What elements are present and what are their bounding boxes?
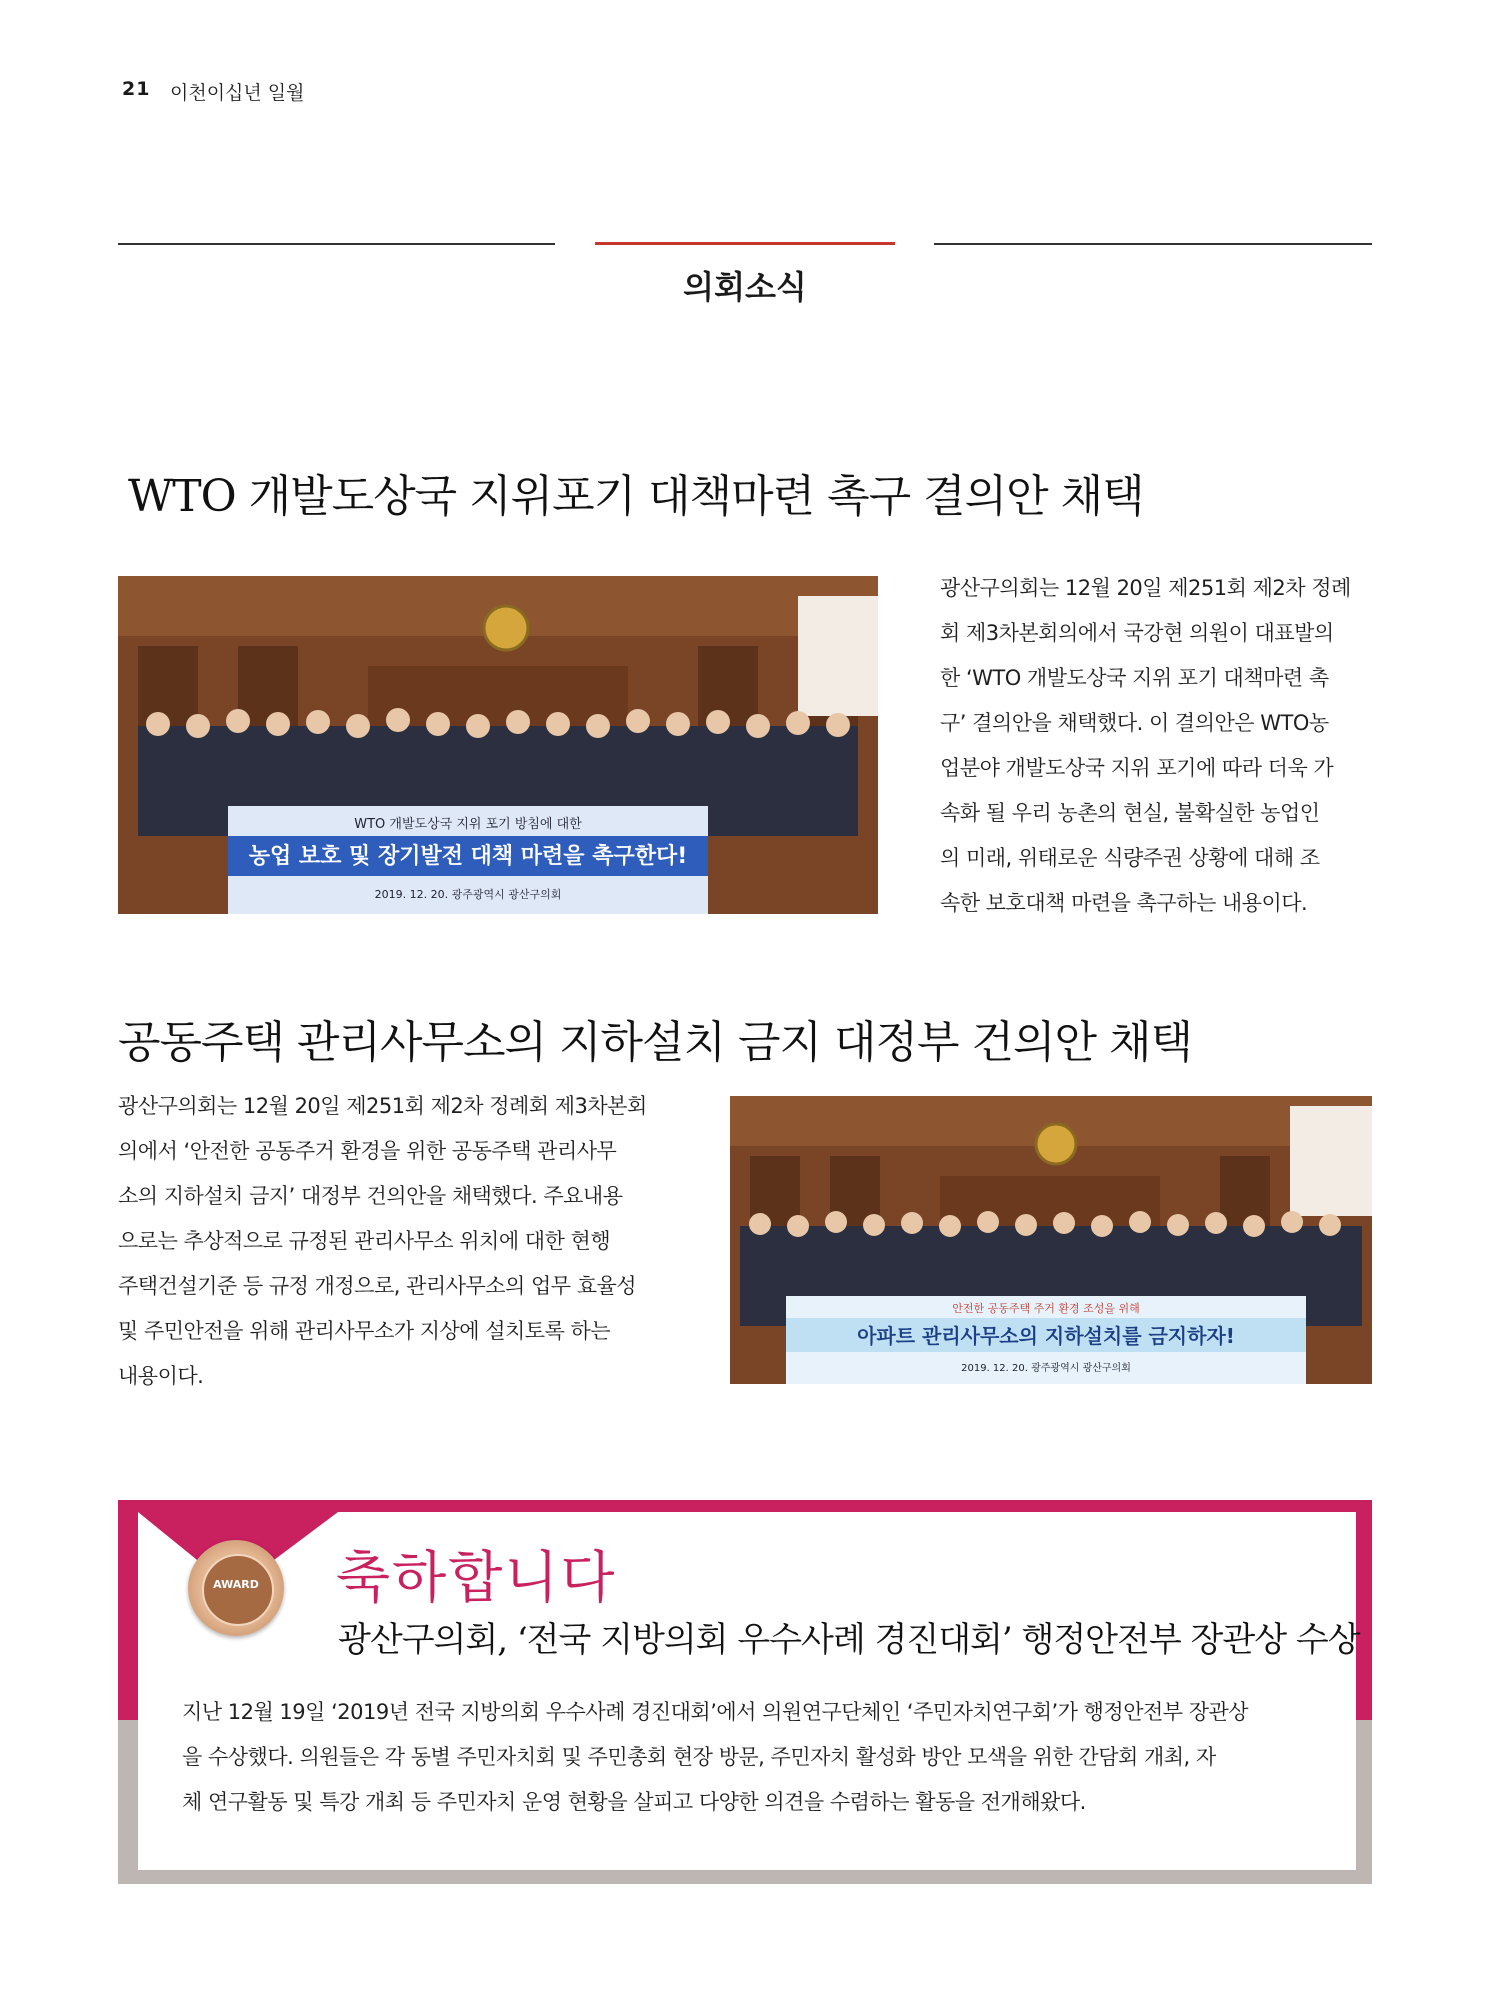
award-body <box>182 1690 1332 1825</box>
article1-body <box>940 566 1380 926</box>
article2-body-line: 소의 지하설치 금지’ 대정부 건의안을 채택했다. 주요내용 <box>118 1184 623 1208</box>
article2-banner-date: 2019. 12. 20. 광주광역시 광산구의회 <box>961 1363 1131 1374</box>
award-badge-label: AWARD <box>213 1578 259 1591</box>
award-medal-icon <box>188 1540 284 1636</box>
issue-month: 이천이십년 일월 <box>170 82 305 104</box>
article1-body-line: 광산구의회는 12월 20일 제251회 제2차 정례 <box>940 576 1351 600</box>
award-tail <box>210 1852 260 1872</box>
article2-title: 공동주택 관리사무소의 지하설치 금지 대정부 건의안 채택 <box>118 1017 1193 1068</box>
article1-photo <box>118 576 878 914</box>
header-rule-left <box>118 243 555 245</box>
article1-body-line: 업분야 개발도상국 지위 포기에 따라 더욱 가 <box>940 756 1334 780</box>
header-rule-right <box>934 243 1372 245</box>
article2-body-line: 및 주민안전을 위해 관리사무소가 지상에 설치토록 하는 <box>118 1319 611 1343</box>
award-heading: 축하합니다 <box>336 1546 617 1611</box>
section-title: 의회소식 <box>683 268 807 306</box>
article2-body-line: 의에서 ‘안전한 공동주거 환경을 위한 공동주택 관리사무 <box>118 1139 617 1163</box>
article1-body-line: 회 제3차본회의에서 국강현 의원이 대표발의 <box>940 621 1334 645</box>
article1-banner-main: 농업 보호 및 장기발전 대책 마련을 촉구한다! <box>248 844 688 869</box>
article2-banner-main: 아파트 관리사무소의 지하설치를 금지하자! <box>857 1324 1235 1348</box>
header-rule-center <box>595 242 895 245</box>
article1-banner-top: WTO 개발도상국 지위 포기 방침에 대한 <box>354 817 582 832</box>
article2-body-line: 으로는 추상적으로 규정된 관리사무소 위치에 대한 현행 <box>118 1229 611 1253</box>
article1-body-line: 한 ‘WTO 개발도상국 지위 포기 대책마련 촉 <box>940 666 1329 690</box>
award-subtitle: 광산구의회, ‘전국 지방의회 우수사례 경진대회’ 행정안전부 장관상 수상 <box>338 1620 1360 1660</box>
article2-body <box>118 1084 678 1399</box>
article1-body-line: 속한 보호대책 마련을 촉구하는 내용이다. <box>940 891 1308 915</box>
article1-banner-date: 2019. 12. 20. 광주광역시 광산구의회 <box>374 888 562 901</box>
article1-title: WTO 개발도상국 지위포기 대책마련 촉구 결의안 채택 <box>128 471 1144 522</box>
article2-body-line: 광산구의회는 12월 20일 제251회 제2차 정례회 제3차본회 <box>118 1094 647 1118</box>
award-body-line: 을 수상했다. 의원들은 각 동별 주민자치회 및 주민총회 현장 방문, 주민자치 활성화 방안 모색을 위한 간담회 개최, 자 <box>182 1745 1216 1769</box>
article2-body-line: 주택건설기준 등 규정 개정으로, 관리사무소의 업무 효율성 <box>118 1274 637 1298</box>
page-number: 21 <box>122 78 151 100</box>
article1-body-line: 속화 될 우리 농촌의 현실, 불확실한 농업인 <box>940 801 1320 825</box>
article1-body-line: 구’ 결의안을 채택했다. 이 결의안은 WTO농 <box>940 711 1329 735</box>
article2-body-line: 내용이다. <box>118 1364 204 1388</box>
article1-body-line: 의 미래, 위태로운 식량주권 상황에 대해 조 <box>940 846 1320 870</box>
article2-photo <box>730 1096 1372 1384</box>
award-body-line: 지난 12월 19일 ‘2019년 전국 지방의회 우수사례 경진대회’에서 의원연구단체인 ‘주민자치연구회’가 행정안전부 장관상 <box>182 1700 1249 1724</box>
award-body-line: 체 연구활동 및 특강 개최 등 주민자치 운영 현황을 살피고 다양한 의견을 수렴하는 활동을 전개해왔다. <box>182 1790 1086 1814</box>
article2-banner-top: 안전한 공동주택 주거 환경 조성을 위해 <box>952 1302 1140 1315</box>
